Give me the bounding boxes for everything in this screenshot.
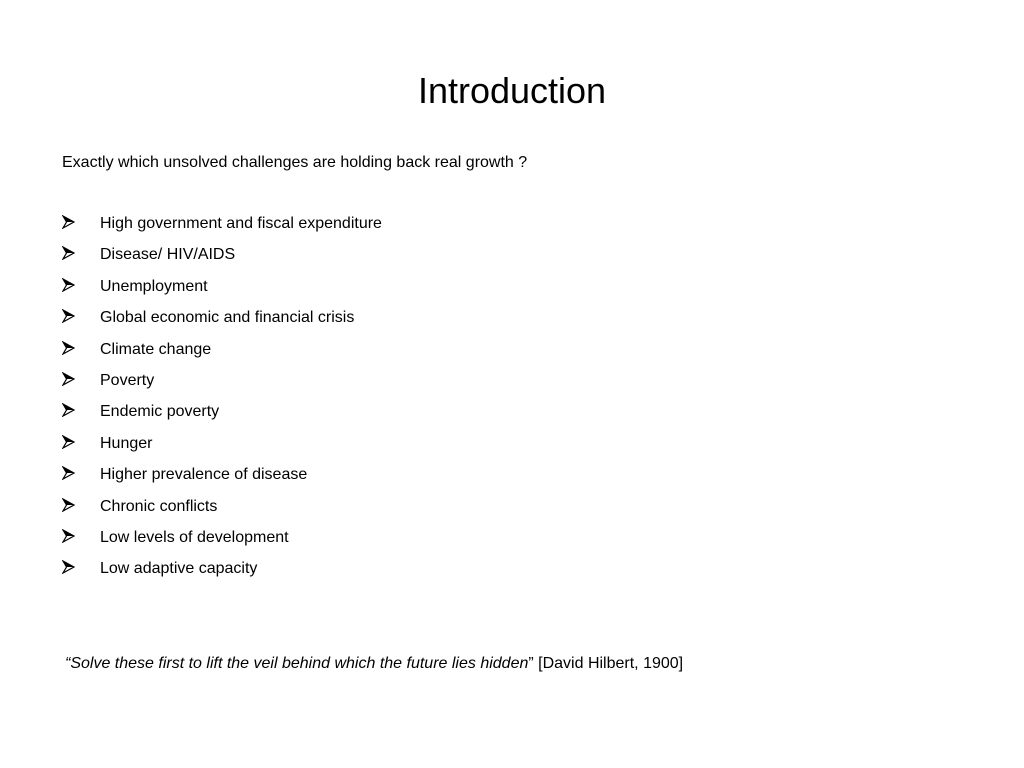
arrowhead-bullet-icon [62, 464, 100, 486]
hilbert-quote [65, 653, 683, 675]
list-item-label: Poverty [100, 371, 155, 389]
quote-close-mark: ” [528, 655, 534, 672]
list-item-label: Chronic conflicts [100, 497, 218, 515]
list-item [62, 339, 382, 370]
list-item [62, 464, 382, 495]
challenge-list [62, 213, 382, 590]
list-item [62, 527, 382, 558]
list-item [62, 213, 382, 244]
list-item [62, 496, 382, 527]
list-item [62, 401, 382, 432]
arrowhead-bullet-icon [62, 244, 100, 266]
arrowhead-bullet-icon [62, 433, 100, 455]
list-item-label: Unemployment [100, 277, 208, 295]
list-item [62, 370, 382, 401]
list-item [62, 433, 382, 464]
list-item-label: Low levels of development [100, 528, 289, 546]
list-item [62, 307, 382, 338]
list-item-label: Disease/ HIV/AIDS [100, 246, 236, 264]
slide-title: Introduction [417, 70, 607, 111]
list-item-label: Low adaptive capacity [100, 560, 258, 578]
intro-question: Exactly which unsolved challenges are holding back real growth ? [62, 154, 528, 171]
quote-text: Solve these first to lift the veil behind which the future lies hidden [70, 655, 529, 672]
list-item-label: High government and fiscal expenditure [100, 215, 382, 232]
arrowhead-bullet-icon [62, 276, 100, 298]
quote-open-mark: “ [65, 655, 71, 672]
arrowhead-bullet-icon [62, 401, 100, 423]
arrowhead-bullet-icon [62, 496, 100, 518]
list-item-label: Endemic poverty [100, 403, 220, 421]
arrowhead-bullet-icon [62, 307, 100, 329]
list-item-label: Hunger [100, 434, 153, 452]
quote-attribution: [David Hilbert, 1900] [533, 655, 684, 672]
arrowhead-bullet-icon [62, 370, 100, 392]
arrowhead-bullet-icon [62, 558, 100, 580]
list-item [62, 244, 382, 275]
arrowhead-bullet-icon [62, 339, 100, 361]
list-item-label: Global economic and financial crisis [100, 309, 355, 327]
list-item-label: Climate change [100, 340, 212, 358]
list-item [62, 276, 382, 307]
list-item [62, 558, 382, 589]
arrowhead-bullet-icon [62, 527, 100, 549]
arrowhead-bullet-icon [62, 213, 100, 235]
list-item-label: Higher prevalence of disease [100, 466, 308, 484]
